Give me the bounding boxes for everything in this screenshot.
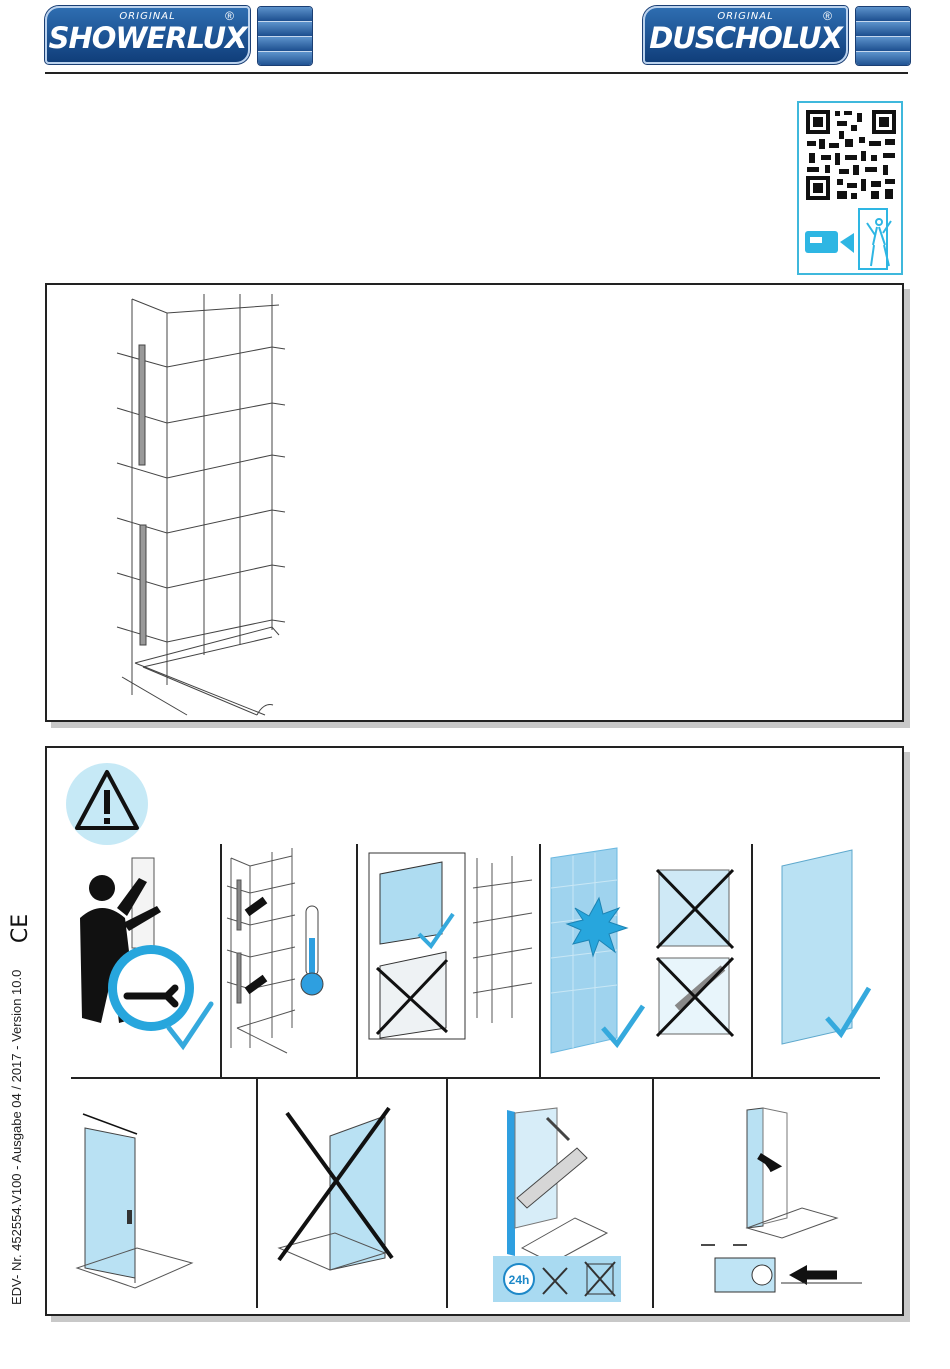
clean-glass-illustration [782, 850, 869, 1044]
logo-brand-name: DUSCHOLUX [649, 21, 842, 55]
header-rule [45, 72, 908, 74]
logo-original-label: ORIGINAL [119, 11, 176, 22]
fitter-illustration [80, 858, 211, 1046]
glass-condition-illustration [369, 853, 532, 1039]
video-qr-link[interactable] [797, 101, 903, 275]
room-temperature-illustration [227, 848, 323, 1053]
logo-brand-name: SHOWERLUX [48, 21, 247, 55]
qr-code-icon [799, 103, 901, 273]
tool-gear-badge [108, 945, 194, 1031]
warning-triangle-icon [66, 763, 148, 845]
video-camera-icon [805, 231, 854, 253]
measure-width-illustration [77, 1114, 192, 1288]
edition-info: EDV- Nr. 452554.V100 - Ausgabe 04 / 2017 - Version 10.0 [9, 969, 24, 1305]
cure-time-label: 24h [508, 1273, 530, 1287]
duscholux-logo [643, 6, 908, 64]
preparation-instructions-illustration [47, 748, 902, 1314]
silicone-cure-illustration [493, 1108, 621, 1302]
installation-overview-panel [45, 283, 904, 722]
incorrect-assembly-illustration [279, 1108, 392, 1270]
showerlux-logo [45, 6, 311, 64]
logo-stripes [855, 6, 911, 66]
wall-profile-illustration [47, 285, 902, 720]
logo-original-label: ORIGINAL [717, 11, 774, 22]
registered-mark: ® [225, 9, 234, 23]
preparation-instructions-panel [45, 746, 904, 1316]
registered-mark: ® [823, 9, 832, 23]
door-adjust-illustration [701, 1108, 862, 1292]
tile-condition-illustration [551, 848, 733, 1053]
ce-mark: CE [8, 913, 34, 944]
logo-stripes [257, 6, 313, 66]
